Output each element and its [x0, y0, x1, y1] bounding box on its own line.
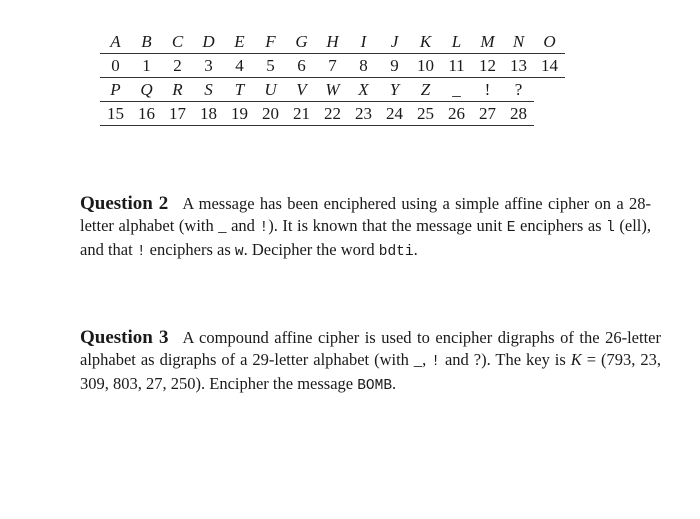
- table-cell: 17: [162, 102, 193, 126]
- question-2-title: Question 2: [80, 193, 169, 214]
- table-cell: 28: [503, 102, 534, 126]
- table-cell: 7: [317, 54, 348, 78]
- table-cell: 26: [441, 102, 472, 126]
- table-row: [100, 30, 565, 54]
- question-2-text: A message has been enciphered using a simple affine cipher on a 28-letter alphabet (with: [80, 194, 651, 235]
- question-3-text: and ?). The key is: [439, 349, 571, 369]
- table-cell: O: [534, 30, 565, 54]
- table-cell: J: [379, 30, 410, 54]
- question-2: [80, 193, 651, 264]
- question-3-text: . Encipher the message: [201, 374, 358, 393]
- table-cell: Q: [131, 78, 162, 102]
- table-cell: Y: [379, 78, 410, 102]
- table-cell: 0: [100, 54, 131, 78]
- table-cell: 9: [379, 54, 410, 78]
- table-cell: S: [193, 78, 224, 102]
- question-2-text: ). It is known that the message unit: [268, 215, 507, 235]
- table-cell: I: [348, 30, 379, 54]
- table-cell: !: [472, 78, 503, 102]
- table-cell: 14: [534, 54, 565, 78]
- code-symbol: w: [234, 244, 244, 260]
- table-cell: 1: [131, 54, 162, 78]
- table-cell: P: [100, 78, 131, 102]
- table-cell: 22: [317, 102, 348, 126]
- table-cell: B: [131, 30, 162, 54]
- table-cell: F: [255, 30, 286, 54]
- question-3-title: Question 3: [80, 327, 169, 348]
- question-2-text: . Decipher the word: [243, 240, 379, 259]
- table-cell: 27: [472, 102, 503, 126]
- table-cell: 15: [100, 102, 131, 126]
- table-cell: D: [193, 30, 224, 54]
- table-cell: C: [162, 30, 193, 54]
- table-cell: ?: [503, 78, 534, 102]
- table-cell: G: [286, 30, 317, 54]
- table-cell: 16: [131, 102, 162, 126]
- underscore-symbol: _: [218, 215, 227, 235]
- key-variable: K: [570, 349, 582, 369]
- code-symbol: l: [606, 219, 615, 236]
- code-symbol: !: [431, 353, 440, 370]
- table-row: [100, 102, 565, 126]
- table-cell: Z: [410, 78, 441, 102]
- key-value: = (793, 23, 309, 803, 27, 250): [80, 349, 662, 393]
- table-cell: U: [255, 78, 286, 102]
- question-3-text: A compound affine cipher is used to encipher digraphs of the 26-letter alphabet as digraphs of a 29-letter alphabet (with: [80, 328, 661, 369]
- question-2-text: enciphers as: [145, 240, 235, 259]
- table-row: [100, 54, 565, 78]
- table-cell: K: [410, 30, 441, 54]
- table-cell: 12: [472, 54, 503, 78]
- table-cell: 24: [379, 102, 410, 126]
- table-cell: 13: [503, 54, 534, 78]
- table-cell: 11: [441, 54, 472, 78]
- question-2-text: and: [226, 215, 260, 235]
- table-cell: X: [348, 78, 379, 102]
- table-cell: 8: [348, 54, 379, 78]
- table-cell: 23: [348, 102, 379, 126]
- code-symbol: E: [506, 219, 516, 236]
- table-cell: 25: [410, 102, 441, 126]
- question-2-text: .: [413, 240, 418, 259]
- table-cell: M: [472, 30, 503, 54]
- table-cell: 5: [255, 54, 286, 78]
- table-cell: 19: [224, 102, 255, 126]
- table-cell: 21: [286, 102, 317, 126]
- table-cell: R: [162, 78, 193, 102]
- underscore-symbol: _: [413, 349, 423, 369]
- table-cell: W: [317, 78, 348, 102]
- code-symbol: !: [259, 219, 269, 236]
- table-cell: 18: [193, 102, 224, 126]
- table-cell: N: [503, 30, 534, 54]
- table-cell: 4: [224, 54, 255, 78]
- question-3-text: ,: [422, 349, 432, 369]
- code-word: bdti: [378, 244, 414, 260]
- code-word: BOMB: [357, 378, 393, 394]
- table-cell: A: [100, 30, 131, 54]
- table-cell: H: [317, 30, 348, 54]
- table-cell: L: [441, 30, 472, 54]
- table-cell: E: [224, 30, 255, 54]
- table-cell: 10: [410, 54, 441, 78]
- code-symbol: !: [136, 244, 146, 260]
- question-2-text: enciphers as: [515, 215, 607, 235]
- question-3: [80, 327, 661, 398]
- table-row: [100, 78, 565, 102]
- table-cell: 3: [193, 54, 224, 78]
- table-cell: _: [441, 78, 472, 102]
- table-cell: T: [224, 78, 255, 102]
- table-cell: 2: [162, 54, 193, 78]
- question-3-text: .: [392, 374, 397, 393]
- question-2-text: (ell), and that: [80, 215, 652, 259]
- letter-number-table: [100, 30, 565, 126]
- table-cell: 6: [286, 54, 317, 78]
- table-cell: V: [286, 78, 317, 102]
- table-cell: 20: [255, 102, 286, 126]
